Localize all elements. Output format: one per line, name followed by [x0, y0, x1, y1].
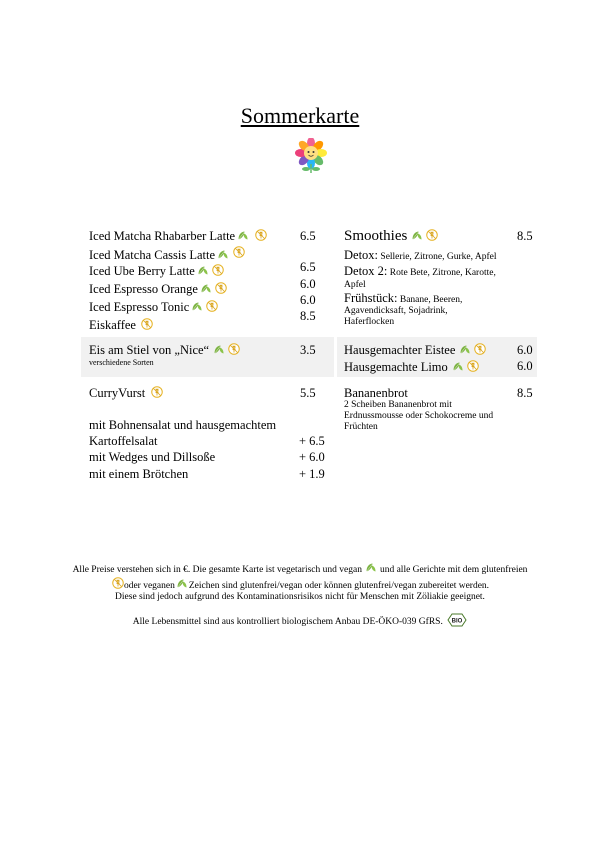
menu-item-iced-matcha-rhabarber-latte	[89, 228, 267, 245]
vegan-leaf-icon	[213, 344, 225, 355]
bio-seal-icon	[447, 613, 467, 627]
curry-option-price: + 6.5	[299, 434, 325, 448]
curry-option-price: + 6.0	[299, 450, 325, 464]
footer-text: oder veganen	[123, 581, 175, 591]
gluten-free-icon	[215, 282, 227, 294]
smoothie-ingredients: Rote Bete, Zitrone, Karotte,	[387, 268, 496, 278]
vegan-leaf-icon	[452, 361, 464, 372]
curry-option-text: mit Bohnensalat und hausgemachtem	[89, 418, 277, 432]
menu-item-iced-espresso-tonic	[89, 299, 218, 316]
item-price: 6.0	[300, 293, 316, 307]
footer-line-4	[0, 613, 600, 629]
item-price: 8.5	[517, 229, 533, 243]
item-label: Iced Ube Berry Latte	[89, 264, 195, 278]
gluten-free-icon	[233, 246, 245, 258]
flower-logo-icon	[294, 138, 328, 174]
footer-text: Zeichen sind glutenfrei/vegan oder können glutenfrei/vegan zubereitet werden.	[188, 581, 490, 591]
gluten-free-icon	[212, 264, 224, 276]
item-label: Smoothies	[344, 228, 408, 244]
gluten-free-icon	[151, 386, 163, 398]
gluten-free-icon	[255, 229, 267, 241]
menu-item-iced-matcha-cassis-latte	[89, 246, 245, 264]
smoothie-fruehstueck	[344, 290, 462, 307]
menu-item-bananenbrot: Bananenbrot	[344, 386, 408, 400]
vegan-leaf-icon	[459, 344, 471, 355]
vegan-leaf-icon	[176, 578, 188, 589]
item-description: Erdnussmousse oder Schokocreme und	[344, 411, 494, 421]
smoothie-name: Detox:	[344, 248, 379, 262]
item-description: 2 Scheiben Bananenbrot mit	[344, 400, 452, 410]
gluten-free-icon	[474, 343, 486, 355]
curry-option-text: mit einem Brötchen	[89, 467, 189, 481]
item-price: 3.5	[300, 343, 316, 357]
smoothie-detox-2	[344, 263, 496, 280]
vegan-leaf-icon	[200, 283, 212, 294]
footer-text: Alle Preise verstehen sich in €. Die gesamte Karte ist vegetarisch und vegan	[72, 565, 362, 575]
menu-item-iced-ube-berry-latte	[89, 263, 224, 280]
item-price: 5.5	[300, 386, 316, 400]
vegan-leaf-icon	[191, 301, 203, 312]
item-price: 6.5	[300, 260, 316, 274]
vegan-leaf-icon	[365, 562, 377, 573]
menu-item-smoothies	[344, 227, 438, 246]
gluten-free-icon	[467, 360, 479, 372]
menu-item-eiskaffee	[89, 317, 153, 334]
menu-item-curryvurst	[89, 385, 163, 402]
item-price: 6.0	[517, 343, 533, 357]
gluten-free-icon	[112, 577, 124, 589]
footer-line-1	[0, 562, 600, 577]
curry-option-text: mit Wedges und Dillsoße	[89, 450, 216, 464]
curry-option-text: Kartoffelsalat	[89, 434, 158, 448]
gluten-free-icon	[141, 318, 153, 330]
item-price: 6.0	[517, 359, 533, 373]
menu-item-iced-espresso-orange	[89, 281, 227, 298]
menu-item-hausgemachter-eistee	[344, 342, 486, 359]
item-price: 8.5	[300, 309, 316, 323]
footer-line-3: Diese sind jedoch aufgrund des Kontaminationsrisikos nicht für Menschen mit Zöliakie geeignet.	[115, 592, 485, 602]
smoothie-name: Frühstück:	[344, 291, 398, 305]
footer-text: und alle Gerichte mit dem glutenfreien	[379, 565, 528, 575]
item-label: Hausgemachte Limo	[344, 360, 448, 374]
item-label: Eis am Stiel von „Nice“	[89, 343, 210, 357]
vegan-leaf-icon	[237, 230, 249, 241]
item-label: Eiskaffee	[89, 318, 136, 332]
bio-seal-label: BIO	[451, 618, 463, 625]
item-price: 6.0	[300, 277, 316, 291]
menu-title: Sommerkarte	[240, 103, 360, 128]
smoothie-detox	[344, 247, 496, 264]
item-label: Iced Espresso Tonic	[89, 300, 190, 314]
item-subtitle: verschiedene Sorten	[89, 358, 154, 367]
menu-item-hausgemachte-limo	[344, 359, 479, 376]
menu-item-eis-am-stiel	[89, 342, 240, 359]
item-label: Iced Espresso Orange	[89, 282, 198, 296]
item-label: Hausgemachter Eistee	[344, 343, 456, 357]
gluten-free-icon	[228, 343, 240, 355]
smoothie-ingredients-cont: Apfel	[344, 280, 366, 290]
smoothie-ingredients-cont: Agavendicksaft, Sojadrink,	[344, 306, 448, 316]
gluten-free-icon	[206, 300, 218, 312]
item-price: 8.5	[517, 386, 533, 400]
smoothie-ingredients: Sellerie, Zitrone, Gurke, Apfel	[378, 252, 497, 262]
item-price: 6.5	[300, 229, 316, 243]
item-description: Früchten	[344, 422, 378, 432]
smoothie-ingredients: Banane, Beeren,	[397, 295, 463, 305]
vegan-leaf-icon	[197, 265, 209, 276]
gluten-free-icon	[426, 229, 438, 241]
item-label: CurryVurst	[89, 386, 146, 400]
vegan-leaf-icon	[217, 249, 229, 260]
item-label: Iced Matcha Rhabarber Latte	[89, 229, 236, 243]
vegan-leaf-icon	[411, 230, 423, 241]
smoothie-name: Detox 2:	[344, 264, 388, 278]
item-label: Iced Matcha Cassis Latte	[89, 248, 215, 262]
footer-text: Alle Lebensmittel sind aus kontrolliert biologischem Anbau DE-ÖKO-039 GfRS.	[132, 617, 443, 627]
smoothie-ingredients-cont: Haferflocken	[344, 317, 395, 327]
curry-option-price: + 1.9	[299, 467, 325, 481]
